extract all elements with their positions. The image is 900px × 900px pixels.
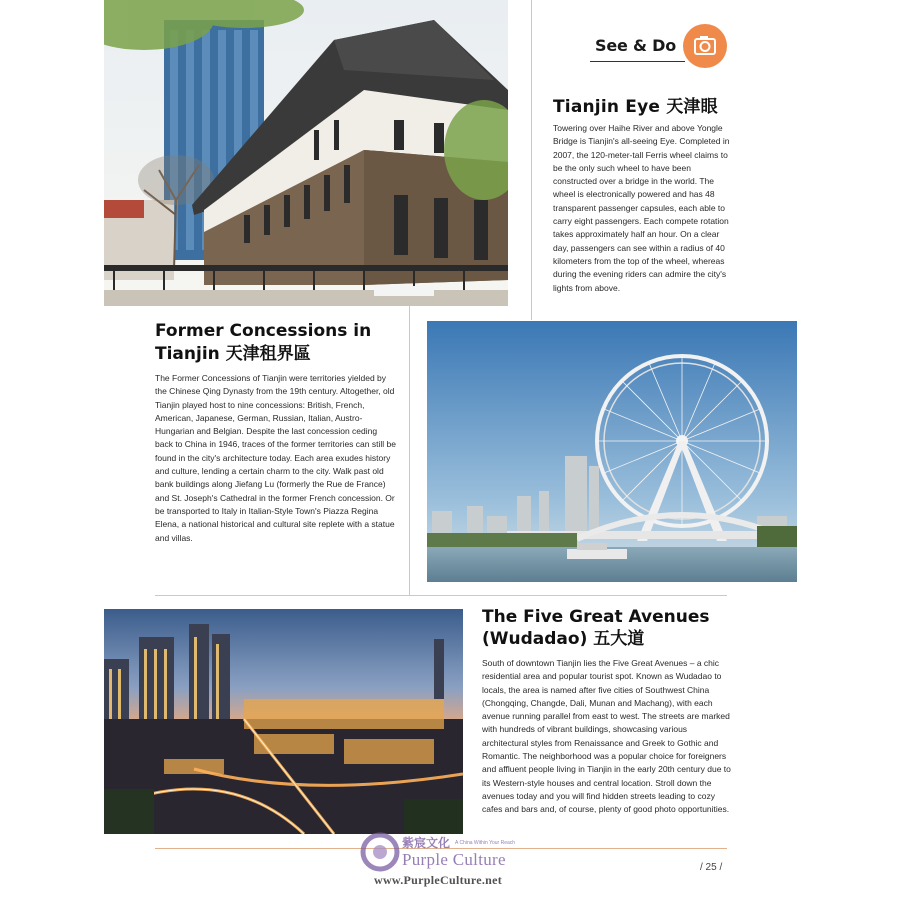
watermark-brand: Purple Culture (402, 850, 506, 869)
concessions-title-line2: Tianjin 天津租界區 (155, 344, 311, 364)
concessions-title-line1: Former Concessions in (155, 321, 372, 341)
section-underline (590, 61, 685, 62)
watermark-tagline: A China Within Your Reach (455, 840, 516, 846)
horizontal-divider (155, 595, 727, 596)
tianjin-eye-photo (427, 321, 797, 582)
avenues-title-line1: The Five Great Avenues (482, 607, 710, 627)
watermark-chinese: 紫宸文化 (402, 836, 451, 850)
watermark-url[interactable]: www.PurpleCulture.net (374, 873, 503, 887)
camera-icon (683, 24, 727, 68)
avenues-title-line2: (Wudadao) 五大道 (482, 629, 645, 649)
tianjin-eye-body: Towering over Haihe River and above Yongle Bridge is Tianjin's all-seeing Eye. Completed in 2007, the 120-meter-tall Ferris wheel claims to be the only such wheel to have been constructed over a bridge in the world. The wheel is electronically powered and has 48 transparent passenger capsules, each able to carry eight passengers. Each compete rotation takes approximately half an hour. On a clear day, passengers can see within a radius of 40 kilometers from the top of the wheel, whereas during the evening riders can admire the city's lights from above. (553, 123, 730, 293)
concession-building-photo (104, 0, 508, 306)
purple-culture-logo-icon (360, 830, 400, 874)
concessions-title (155, 320, 415, 366)
avenues-title (482, 606, 762, 650)
page-number: / 25 / (700, 862, 723, 873)
tianjin-eye-title: Tianjin Eye 天津眼 (553, 97, 718, 117)
avenues-body: South of downtown Tianjin lies the Five Great Avenues – a chic residential area and popular tourist spot. Known as Wudadao to locals, the area is named after five cities of Southwest China (Chongqing, Changde, Dali, Munan and Machang), with each avenue running parallel from east to west. The streets are marked with hundreds of vibrant buildings, showcasing various architectural styles from Renaissance and Greek to Gothic and Romantic. The neighborhood was a popular choice for foreigners and affluent people living in Tianjin in the early 20th century due to its Western-style houses and central location. Stroll down the avenues today and you will find hidden streets leading to cozy cafes and bars and, of course, plenty of good photo opportunities. (482, 658, 731, 815)
vertical-divider-top (531, 0, 532, 320)
section-label: See & Do (595, 36, 676, 55)
concessions-body: The Former Concessions of Tianjin were territories yielded by the Chinese Qing Dynasty from the 19th century. Altogether, old Tianjin played host to nine concessions: British, French, American, Japanese, German, Russian, Italian, Austro-Hungarian and Belgian. Despite the last concession ceding back to China in 1946, traces of the former territories can still be found in the city's architecture today. Each area exudes history and culture, lending a certain charm to the city. Walk past old bank buildings along Jiefang Lu (formerly the Rue de France) and St. Joseph's Cathedral in the former French concession. Or be transported to Italy in Italian-Style Town's Piazza Regina Elena, a national historical and cultural site replete with a statue and villas. (155, 373, 396, 543)
wudadao-city-photo (104, 609, 463, 834)
